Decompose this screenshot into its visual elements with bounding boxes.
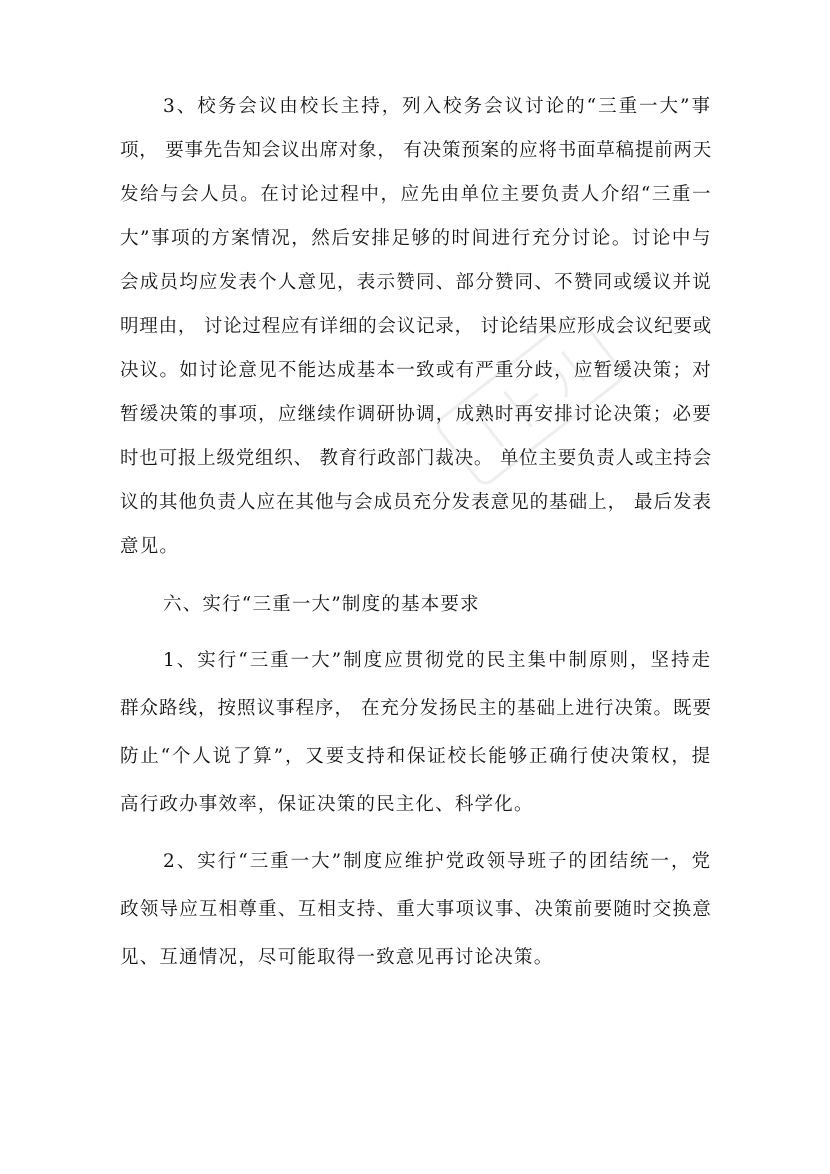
clause-3-line-6	[120, 305, 712, 349]
requirement-1-line-2-text: 群众路线，按照议事程序， 在充分发扬民主的基础上进行决策。既要	[120, 698, 712, 719]
clause-3-line-1	[120, 85, 712, 129]
clause-3-line-5	[120, 261, 712, 305]
requirement-1-line-1-text: 1、实行“三重一大”制度应贯彻党的民主集中制原则，坚持走	[163, 650, 712, 671]
requirement-2-line-1	[120, 838, 712, 886]
section-6-heading-text: 六、实行“三重一大”制度的基本要求	[163, 594, 480, 615]
clause-3-line-4	[120, 217, 712, 261]
clause-3-line-10-text: 议的其他负责人应在其他与会成员充分发表意见的基础上， 最后发表	[120, 492, 712, 513]
requirement-1-line-3-text: 防止“个人说了算”，又要支持和保证校长能够正确行使决策权，提	[120, 746, 712, 767]
requirement-2-paragraph	[120, 838, 712, 982]
requirement-1-line-2	[120, 685, 712, 733]
requirement-2-line-3-text: 见、互通情况，尽可能取得一致意见再讨论决策。	[120, 947, 554, 968]
requirement-2-line-1-text: 2、实行“三重一大”制度应维护党政领导班子的团结统一，党	[163, 851, 712, 872]
clause-3-line-1-text: 3、校务会议由校长主持，列入校务会议讨论的“三重一大”事	[163, 96, 712, 117]
requirement-1-line-4	[120, 781, 712, 829]
clause-3-line-11	[120, 525, 712, 569]
requirement-2-line-2-text: 政领导应互相尊重、互相支持、重大事项议事、决策前要随时交换意	[120, 899, 712, 920]
requirement-1-paragraph	[120, 637, 712, 829]
clause-3-line-7	[120, 349, 712, 393]
clause-3-line-9-text: 时也可报上级党组织、 教育行政部门裁决。 单位主要负责人或主持会	[120, 448, 712, 469]
clause-3-line-8-text: 暂缓决策的事项，应继续作调研协调，成熟时再安排讨论决策；必要	[120, 404, 712, 425]
section-6-heading	[120, 581, 712, 629]
requirement-1-line-3	[120, 733, 712, 781]
clause-3-line-9	[120, 437, 712, 481]
clause-3-line-7-text: 决议。如讨论意见不能达成基本一致或有严重分歧，应暂缓决策；对	[120, 360, 712, 381]
section-6-heading-line	[120, 581, 712, 629]
clause-3-line-11-text: 意见。	[120, 536, 180, 557]
clause-3-paragraph	[120, 85, 712, 569]
requirement-2-line-2	[120, 886, 712, 934]
clause-3-line-10	[120, 481, 712, 525]
clause-3-line-8	[120, 393, 712, 437]
clause-3-line-6-text: 明理由， 讨论过程应有详细的会议记录， 讨论结果应形成会议纪要或	[120, 316, 712, 337]
clause-3-line-2	[120, 129, 712, 173]
clause-3-line-3	[120, 173, 712, 217]
clause-3-line-2-text: 项， 要事先告知会议出席对象， 有决策预案的应将书面草稿提前两天	[120, 140, 712, 161]
requirement-2-line-3	[120, 934, 712, 982]
requirement-1-line-1	[120, 637, 712, 685]
clause-3-line-5-text: 会成员均应发表个人意见，表示赞同、部分赞同、不赞同或缓议并说	[120, 272, 712, 293]
clause-3-line-4-text: 大”事项的方案情况，然后安排足够的时间进行充分讨论。讨论中与	[120, 228, 712, 249]
requirement-1-line-4-text: 高行政办事效率，保证决策的民主化、科学化。	[120, 794, 534, 815]
clause-3-line-3-text: 发给与会人员。在讨论过程中，应先由单位主要负责人介绍“三重一	[120, 184, 712, 205]
